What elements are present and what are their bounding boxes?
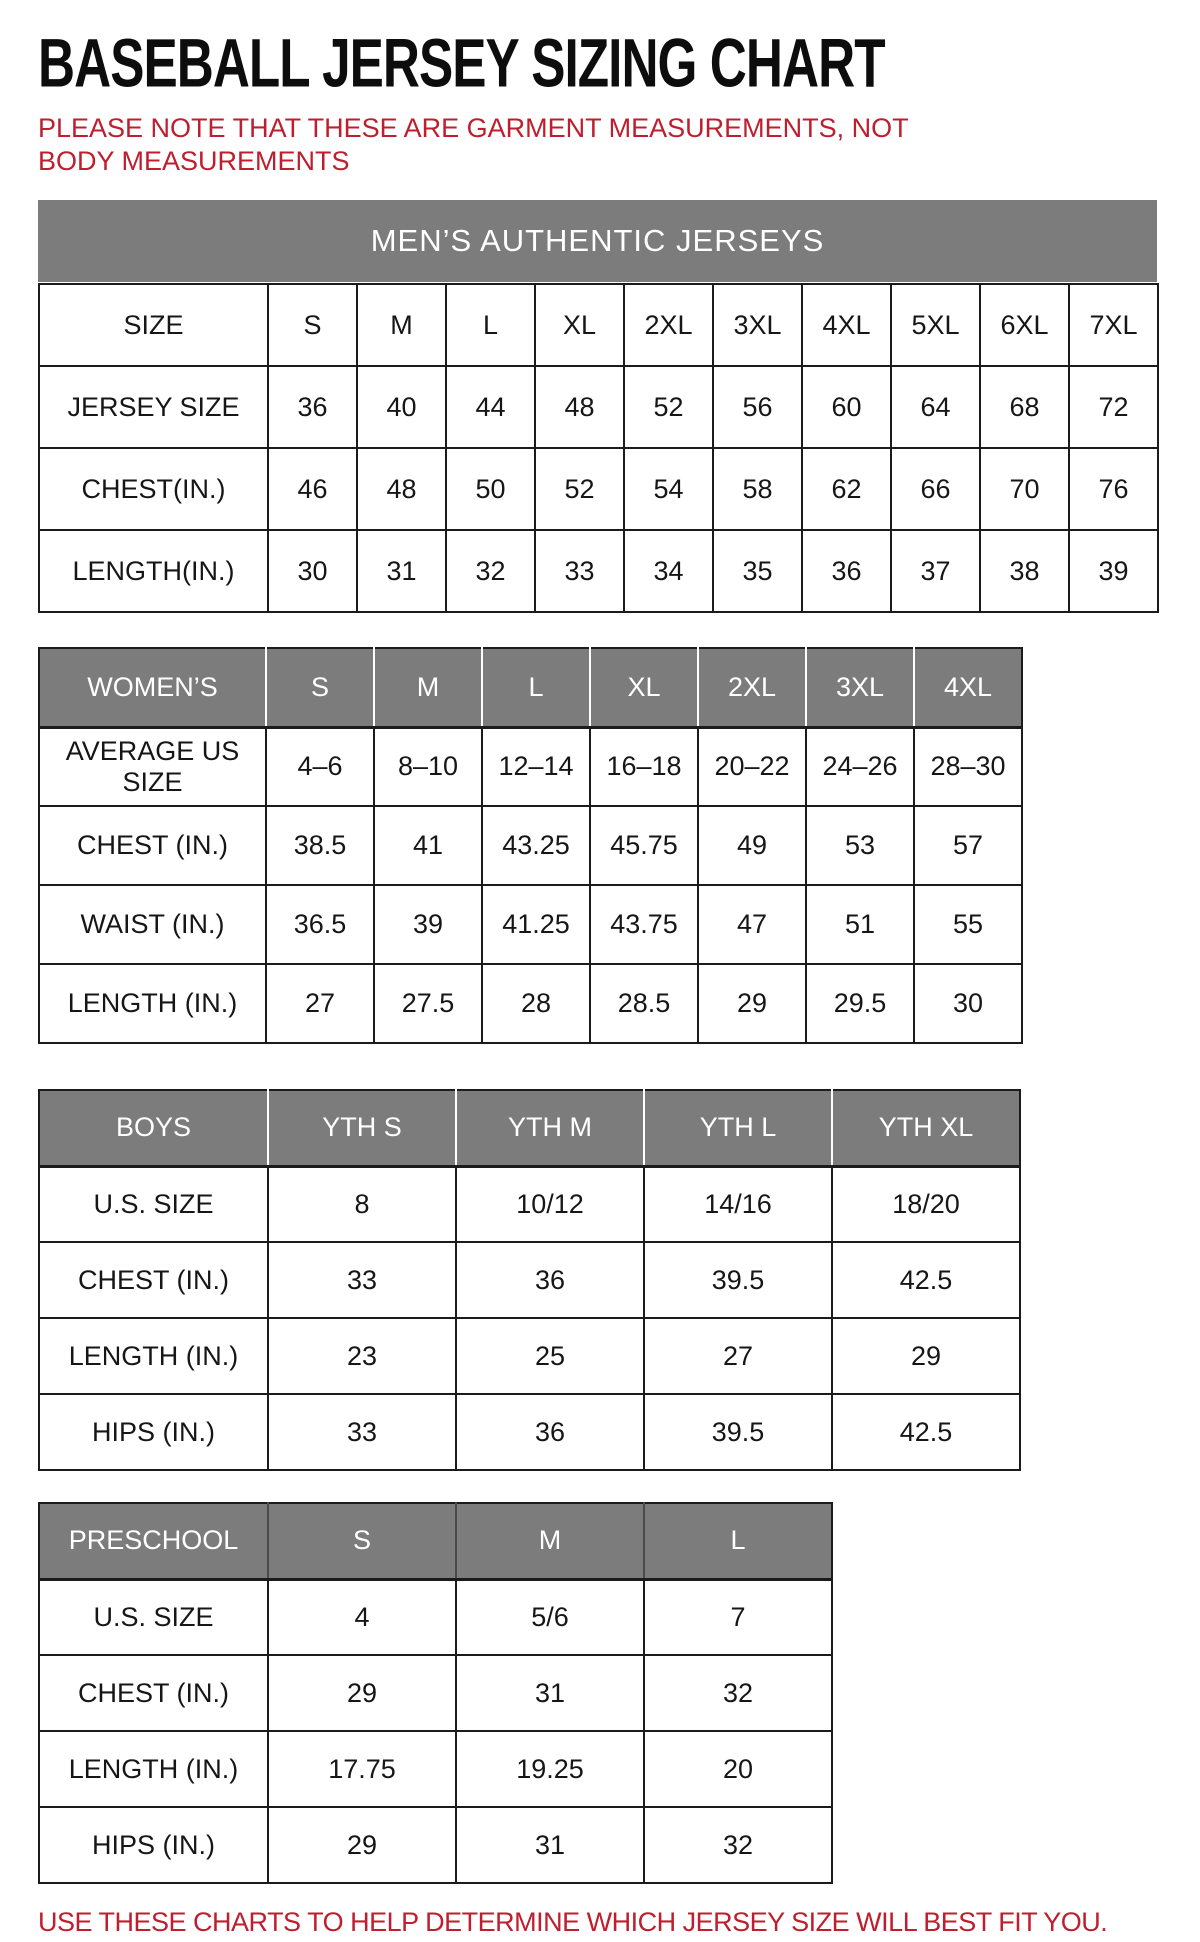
value-cell: 17.75: [268, 1731, 456, 1807]
value-cell: 20–22: [698, 727, 806, 806]
row-label-cell: U.S. SIZE: [39, 1579, 268, 1655]
value-cell: 41.25: [482, 885, 590, 964]
value-cell: 29: [832, 1318, 1020, 1394]
table-row: [39, 1318, 1020, 1394]
value-cell: 24–26: [806, 727, 914, 806]
value-cell: 28: [482, 964, 590, 1043]
value-cell: 39: [374, 885, 482, 964]
mens-table-caption: MEN’S AUTHENTIC JERSEYS: [38, 200, 1157, 282]
row-label-cell: HIPS (IN.): [39, 1807, 268, 1883]
value-cell: 33: [268, 1394, 456, 1470]
value-cell: 29: [268, 1807, 456, 1883]
value-cell: 36: [456, 1394, 644, 1470]
value-cell: 41: [374, 806, 482, 885]
column-header-cell: 3XL: [806, 648, 914, 727]
value-cell: S: [268, 284, 357, 366]
value-cell: 76: [1069, 448, 1158, 530]
table-row: [39, 964, 1022, 1043]
value-cell: 32: [446, 530, 535, 612]
column-header-cell: S: [268, 1503, 456, 1579]
row-label-cell: LENGTH (IN.): [39, 1318, 268, 1394]
row-label-cell: LENGTH (IN.): [39, 964, 266, 1043]
value-cell: 27: [644, 1318, 832, 1394]
value-cell: 36.5: [266, 885, 374, 964]
value-cell: 4XL: [802, 284, 891, 366]
row-label-cell: CHEST (IN.): [39, 1655, 268, 1731]
value-cell: 29: [698, 964, 806, 1043]
table-row: [39, 1394, 1020, 1470]
value-cell: 31: [456, 1807, 644, 1883]
table-header-row: [39, 1503, 832, 1579]
mens-table-section: [38, 200, 1200, 613]
value-cell: L: [446, 284, 535, 366]
row-label-cell: LENGTH (IN.): [39, 1731, 268, 1807]
table-header-row: [39, 648, 1022, 727]
table-row: [39, 885, 1022, 964]
value-cell: 54: [624, 448, 713, 530]
value-cell: 23: [268, 1318, 456, 1394]
value-cell: 68: [980, 366, 1069, 448]
value-cell: 40: [357, 366, 446, 448]
column-header-cell: WOMEN’S: [39, 648, 266, 727]
value-cell: 29.5: [806, 964, 914, 1043]
value-cell: 10/12: [456, 1166, 644, 1242]
value-cell: 37: [891, 530, 980, 612]
value-cell: 36: [268, 366, 357, 448]
value-cell: 56: [713, 366, 802, 448]
value-cell: 25: [456, 1318, 644, 1394]
row-label-cell: CHEST (IN.): [39, 1242, 268, 1318]
page-title: BASEBALL JERSEY SIZING CHART: [38, 25, 885, 103]
row-label-cell: HIPS (IN.): [39, 1394, 268, 1470]
womens-sizing-table: [38, 647, 1023, 1044]
value-cell: 39: [1069, 530, 1158, 612]
column-header-cell: M: [456, 1503, 644, 1579]
column-header-cell: XL: [590, 648, 698, 727]
row-label-cell: LENGTH(IN.): [39, 530, 268, 612]
table-row: [39, 530, 1158, 612]
column-header-cell: L: [644, 1503, 832, 1579]
mens-sizing-table: [38, 283, 1159, 613]
value-cell: 16–18: [590, 727, 698, 806]
value-cell: 50: [446, 448, 535, 530]
column-header-cell: BOYS: [39, 1090, 268, 1166]
value-cell: 18/20: [832, 1166, 1020, 1242]
row-label-cell: U.S. SIZE: [39, 1166, 268, 1242]
value-cell: 28.5: [590, 964, 698, 1043]
value-cell: 27.5: [374, 964, 482, 1043]
value-cell: 19.25: [456, 1731, 644, 1807]
value-cell: 4: [268, 1579, 456, 1655]
row-label-cell: SIZE: [39, 284, 268, 366]
value-cell: 8: [268, 1166, 456, 1242]
value-cell: 7XL: [1069, 284, 1158, 366]
table-row: [39, 1242, 1020, 1318]
value-cell: 30: [914, 964, 1022, 1043]
value-cell: 2XL: [624, 284, 713, 366]
table-row: [39, 448, 1158, 530]
value-cell: 48: [357, 448, 446, 530]
boys-sizing-table: [38, 1089, 1021, 1471]
table-row: [39, 806, 1022, 885]
row-label-cell: WAIST (IN.): [39, 885, 266, 964]
table-row: [39, 366, 1158, 448]
value-cell: 33: [268, 1242, 456, 1318]
value-cell: 38.5: [266, 806, 374, 885]
column-header-cell: M: [374, 648, 482, 727]
value-cell: 36: [802, 530, 891, 612]
value-cell: 53: [806, 806, 914, 885]
column-header-cell: L: [482, 648, 590, 727]
value-cell: 14/16: [644, 1166, 832, 1242]
value-cell: 52: [535, 448, 624, 530]
value-cell: 34: [624, 530, 713, 612]
column-header-cell: YTH S: [268, 1090, 456, 1166]
value-cell: 49: [698, 806, 806, 885]
value-cell: 38: [980, 530, 1069, 612]
value-cell: 5XL: [891, 284, 980, 366]
row-label-cell: JERSEY SIZE: [39, 366, 268, 448]
value-cell: 39.5: [644, 1242, 832, 1318]
table-header-row: [39, 1090, 1020, 1166]
value-cell: 55: [914, 885, 1022, 964]
value-cell: 64: [891, 366, 980, 448]
value-cell: M: [357, 284, 446, 366]
value-cell: 43.25: [482, 806, 590, 885]
table-row: [39, 1579, 832, 1655]
table-row: [39, 1655, 832, 1731]
column-header-cell: YTH M: [456, 1090, 644, 1166]
column-header-cell: YTH XL: [832, 1090, 1020, 1166]
value-cell: 70: [980, 448, 1069, 530]
value-cell: 57: [914, 806, 1022, 885]
value-cell: 32: [644, 1655, 832, 1731]
fit-advice-footer: USE THESE CHARTS TO HELP DETERMINE WHICH JERSEY SIZE WILL BEST FIT YOU.: [38, 1907, 1108, 1937]
value-cell: 20: [644, 1731, 832, 1807]
value-cell: 30: [268, 530, 357, 612]
value-cell: 5/6: [456, 1579, 644, 1655]
value-cell: 29: [268, 1655, 456, 1731]
value-cell: 62: [802, 448, 891, 530]
value-cell: 60: [802, 366, 891, 448]
value-cell: 12–14: [482, 727, 590, 806]
value-cell: 31: [456, 1655, 644, 1731]
value-cell: 47: [698, 885, 806, 964]
table-row: [39, 727, 1022, 806]
value-cell: 33: [535, 530, 624, 612]
garment-measurement-note: PLEASE NOTE THAT THESE ARE GARMENT MEASUREMENTS, NOT BODY MEASUREMENTS: [38, 113, 909, 176]
row-label-cell: CHEST (IN.): [39, 806, 266, 885]
preschool-sizing-table: [38, 1502, 833, 1884]
value-cell: 7: [644, 1579, 832, 1655]
value-cell: 52: [624, 366, 713, 448]
table-row: [39, 1166, 1020, 1242]
column-header-cell: YTH L: [644, 1090, 832, 1166]
value-cell: 44: [446, 366, 535, 448]
value-cell: 32: [644, 1807, 832, 1883]
value-cell: 31: [357, 530, 446, 612]
value-cell: 45.75: [590, 806, 698, 885]
value-cell: 8–10: [374, 727, 482, 806]
value-cell: 48: [535, 366, 624, 448]
value-cell: 42.5: [832, 1394, 1020, 1470]
value-cell: 35: [713, 530, 802, 612]
value-cell: 43.75: [590, 885, 698, 964]
table-row: [39, 1731, 832, 1807]
row-label-cell: CHEST(IN.): [39, 448, 268, 530]
value-cell: 3XL: [713, 284, 802, 366]
column-header-cell: 4XL: [914, 648, 1022, 727]
row-label-cell: AVERAGE US SIZE: [39, 727, 266, 806]
value-cell: 27: [266, 964, 374, 1043]
value-cell: 46: [268, 448, 357, 530]
value-cell: 66: [891, 448, 980, 530]
value-cell: 42.5: [832, 1242, 1020, 1318]
value-cell: 58: [713, 448, 802, 530]
value-cell: 4–6: [266, 727, 374, 806]
value-cell: 36: [456, 1242, 644, 1318]
table-row: [39, 284, 1158, 366]
table-row: [39, 1807, 832, 1883]
value-cell: XL: [535, 284, 624, 366]
column-header-cell: PRESCHOOL: [39, 1503, 268, 1579]
column-header-cell: S: [266, 648, 374, 727]
column-header-cell: 2XL: [698, 648, 806, 727]
value-cell: 39.5: [644, 1394, 832, 1470]
value-cell: 28–30: [914, 727, 1022, 806]
value-cell: 72: [1069, 366, 1158, 448]
value-cell: 6XL: [980, 284, 1069, 366]
value-cell: 51: [806, 885, 914, 964]
